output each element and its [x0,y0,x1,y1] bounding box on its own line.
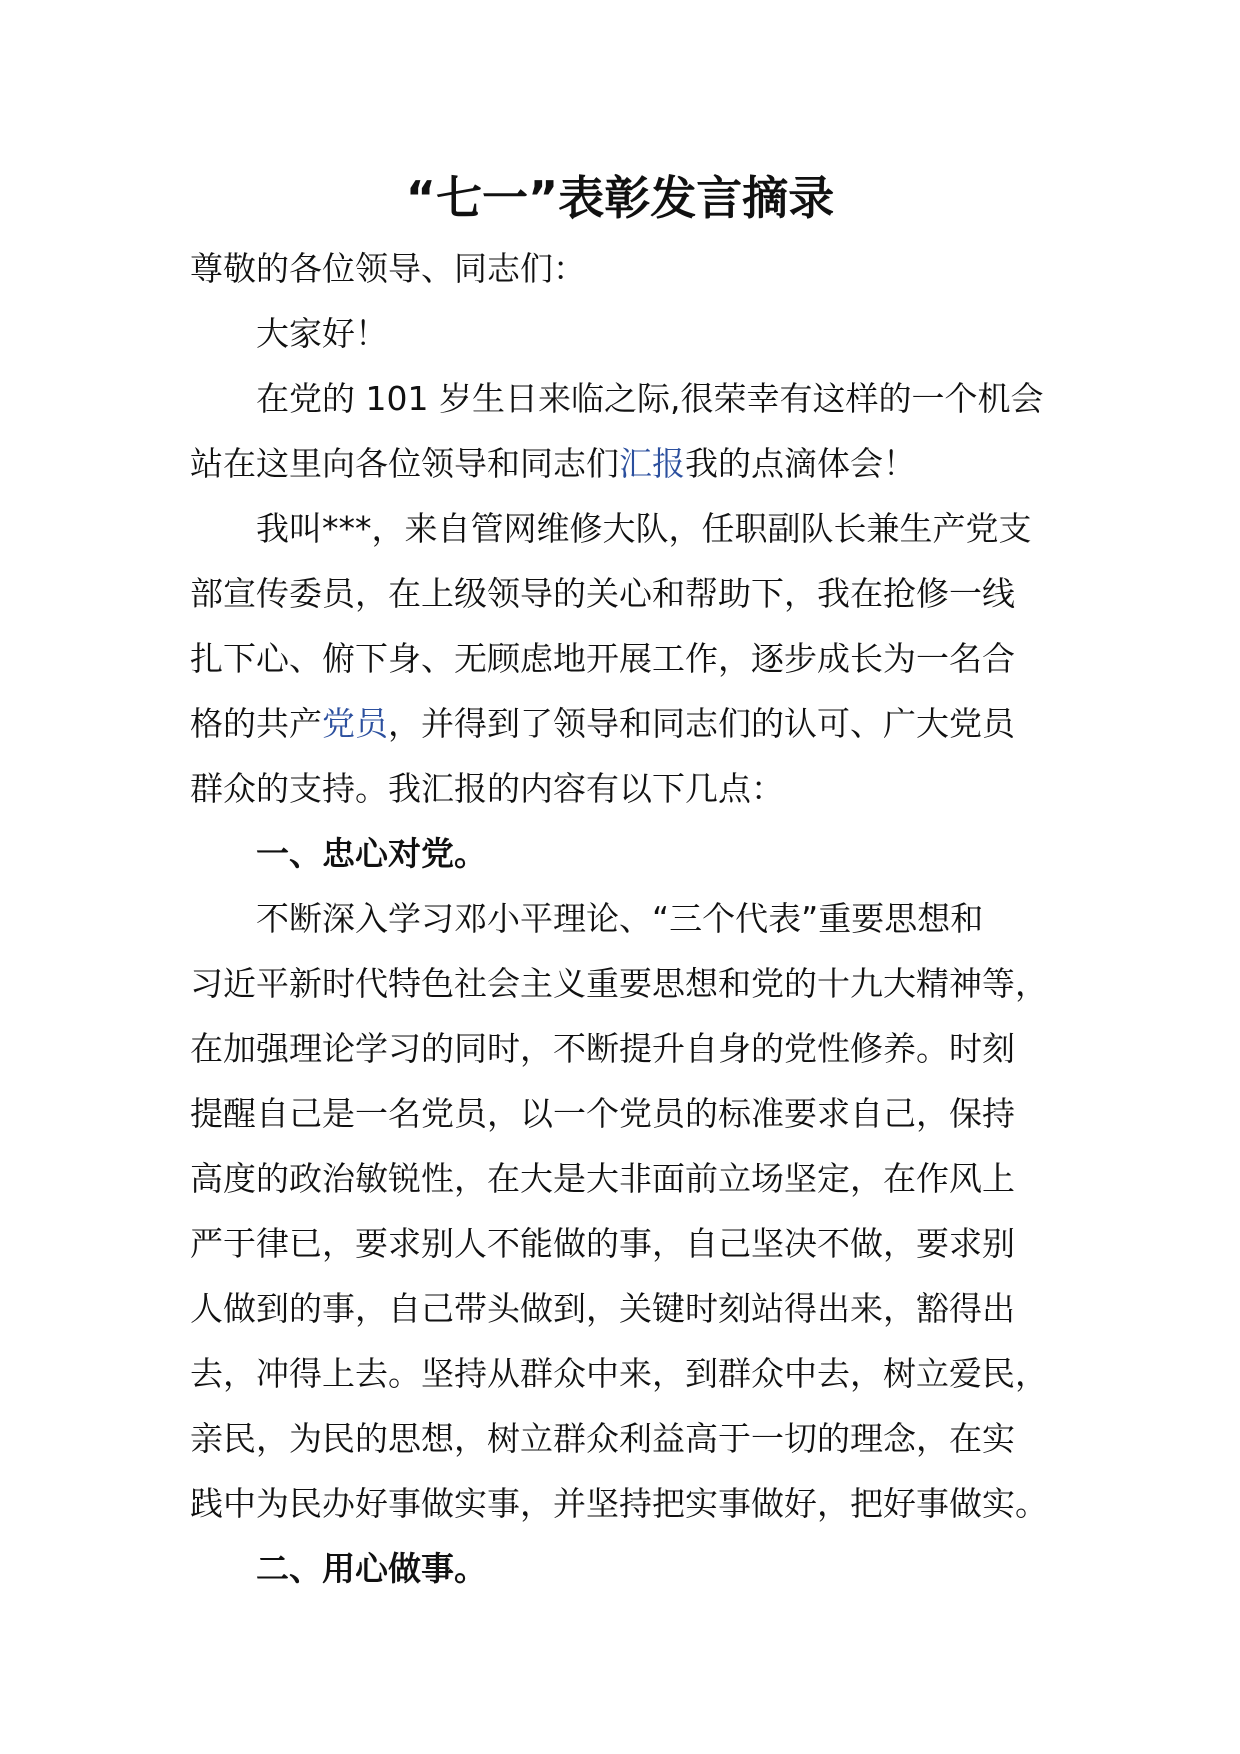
intro-line-2 [190,431,1060,496]
section-1-line: 习近平新时代特色社会主义重要思想和党的十九大精神等， [190,964,1048,1003]
self-intro-line-2: 部宣传委员，在上级领导的关心和帮助下，我在抢修一线 [190,574,1015,613]
section-1-line: 亲民，为民的思想，树立群众利益高于一切的理念，在实 [190,1419,1015,1458]
intro-line-1: 在党的 101 岁生日来临之际,很荣幸有这样的一个机会 [256,379,1044,418]
intro-text-a: 站在这里向各位领导和同志们 [190,444,619,483]
party-member-link[interactable]: 党员 [322,704,388,743]
self-intro-text-a: 格的共产 [190,704,322,743]
section-2-heading: 二、用心做事。 [256,1549,487,1588]
section-1-line: 去，冲得上去。坚持从群众中来，到群众中去，树立爱民， [190,1354,1048,1393]
self-intro-line-3: 扎下心、俯下身、无顾虑地开展工作，逐步成长为一名合 [190,639,1015,678]
greeting: 大家好！ [256,314,388,353]
report-link[interactable]: 汇报 [619,444,685,483]
section-1-line: 在加强理论学习的同时，不断提升自身的党性修养。时刻 [190,1029,1015,1068]
self-intro-text-b: ，并得到了领导和同志们的认可、广大党员 [388,704,1015,743]
salutation: 尊敬的各位领导、同志们： [190,249,586,288]
section-1-heading: 一、忠心对党。 [256,834,487,873]
self-intro-line-4 [190,691,1060,756]
section-1-line: 不断深入学习邓小平理论、“三个代表”重要思想和 [256,899,984,938]
document-body [190,236,1060,1601]
self-intro-line-5: 群众的支持。我汇报的内容有以下几点： [190,769,784,808]
self-intro-line-1: 我叫***，来自管网维修大队，任职副队长兼生产党支 [256,509,1032,548]
section-1-line: 践中为民办好事做实事，并坚持把实事做好，把好事做实。 [190,1484,1048,1523]
section-1-line: 高度的政治敏锐性，在大是大非面前立场坚定，在作风上 [190,1159,1015,1198]
section-1-line: 提醒自己是一名党员，以一个党员的标准要求自己，保持 [190,1094,1015,1133]
intro-text-b: 我的点滴体会！ [685,444,916,483]
section-1-line: 严于律已，要求别人不能做的事，自己坚决不做，要求别 [190,1224,1015,1263]
document-title: “七一”表彰发言摘录 [405,171,835,225]
section-1-line: 人做到的事，自己带头做到，关键时刻站得出来，豁得出 [190,1289,1015,1328]
